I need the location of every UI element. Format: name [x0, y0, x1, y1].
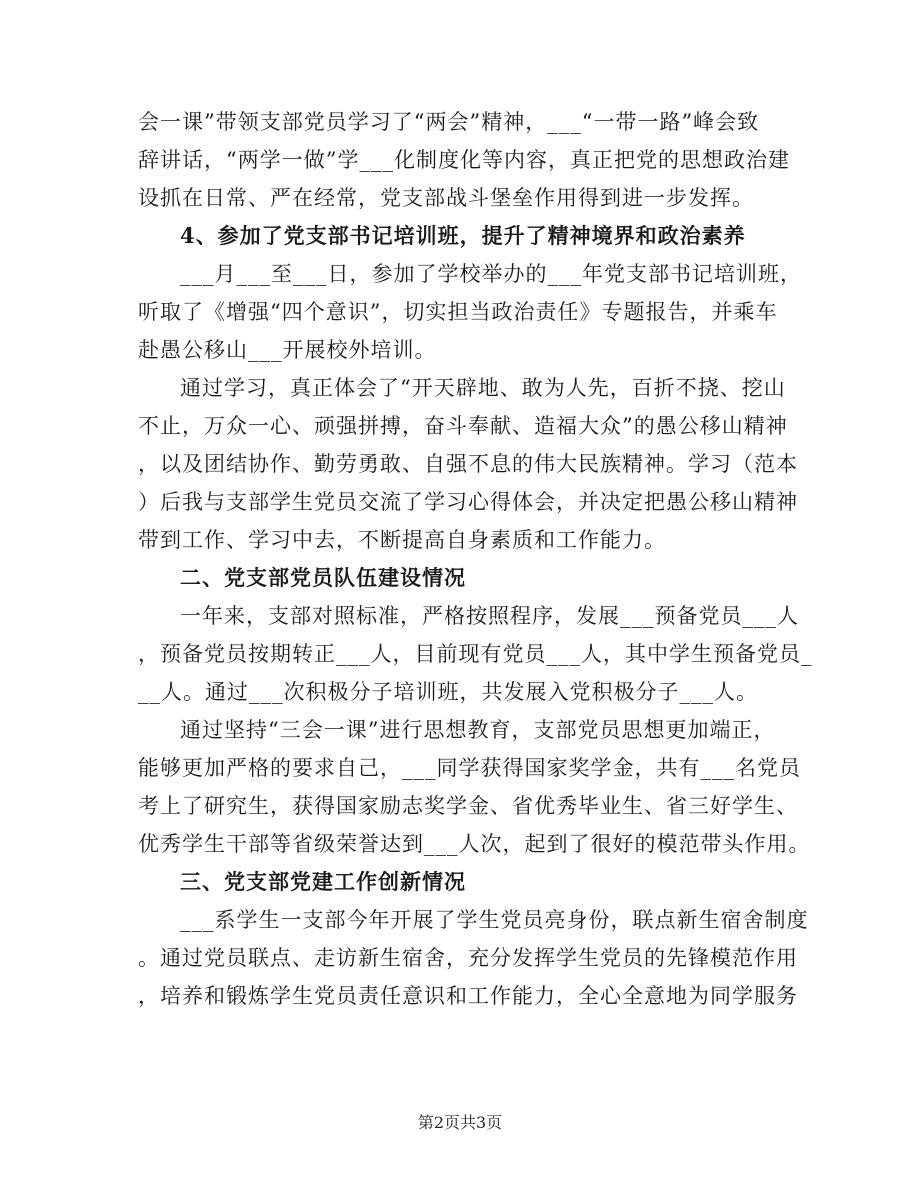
text-line: 赴愚公移山___开展校外培训。	[138, 338, 437, 362]
page-number: 第2页共3页	[417, 1113, 503, 1132]
text-line: 会一课”带领支部党员学习了“两会”精神，___“一带一路”峰会致	[138, 110, 760, 134]
text-line: 设抓在日常、严在经常，党支部战斗堡垒作用得到进一步发挥。	[138, 186, 754, 210]
text-line: ___月___至___日，参加了学校举办的___年党支部书记培训班，	[180, 262, 802, 286]
text-line: 能够更加严格的要求自己，___同学获得国家奖学金，共有___名党员	[138, 756, 801, 780]
text-line: 。通过党员联点、走访新生宿舍，充分发挥学生党员的先锋模范作用	[138, 946, 798, 970]
text-line: 一年来，支部对照标准，严格按照程序，发展___预备党员___人	[180, 604, 799, 628]
text-line: 考上了研究生，获得国家励志奖学金、省优秀毕业生、省三好学生、	[138, 794, 798, 818]
section-heading: 二、党支部党员队伍建设情况	[180, 565, 466, 590]
text-line: __人。通过___次积极分子培训班，共发展入党积极分子___人。	[138, 680, 758, 704]
text-line: 通过学习，真正体会了“开天辟地、敢为人先，百折不挠、挖山	[180, 376, 786, 400]
text-line: 带到工作、学习中去，不断提高自身素质和工作能力。	[138, 528, 666, 552]
text-line: 优秀学生干部等省级荣誉达到___人次，起到了很好的模范带头作用。	[138, 832, 811, 856]
text-line: 听取了《增强“四个意识”，切实担当政治责任》专题报告，并乘车	[138, 300, 778, 324]
text-line: ）后我与支部学生党员交流了学习心得体会，并决定把愚公移山精神	[138, 490, 798, 514]
section-heading: 4、参加了党支部书记培训班，提升了精神境界和政治素养	[180, 223, 746, 248]
text-line: 通过坚持“三会一课”进行思想教育，支部党员思想更加端正，	[180, 718, 776, 742]
text-line: ，以及团结协作、勤劳勇敢、自强不息的伟大民族精神。学习（范本	[138, 452, 798, 476]
text-line: ，培养和锻炼学生党员责任意识和工作能力，全心全意地为同学服务	[138, 984, 798, 1008]
text-line: 不止，万众一心、顽强拼搏，奋斗奉献、造福大众”的愚公移山精神	[138, 414, 788, 438]
text-line: ___系学生一支部今年开展了学生党员亮身份，联点新生宿舍制度	[180, 908, 809, 932]
text-line: ，预备党员按期转正___人，目前现有党员___人，其中学生预备党员_	[138, 642, 813, 666]
document-body	[138, 103, 813, 1015]
text-line: 辞讲话，“两学一做”学___化制度化等内容，真正把党的思想政治建	[138, 148, 790, 172]
section-heading: 三、党支部党建工作创新情况	[180, 869, 466, 894]
